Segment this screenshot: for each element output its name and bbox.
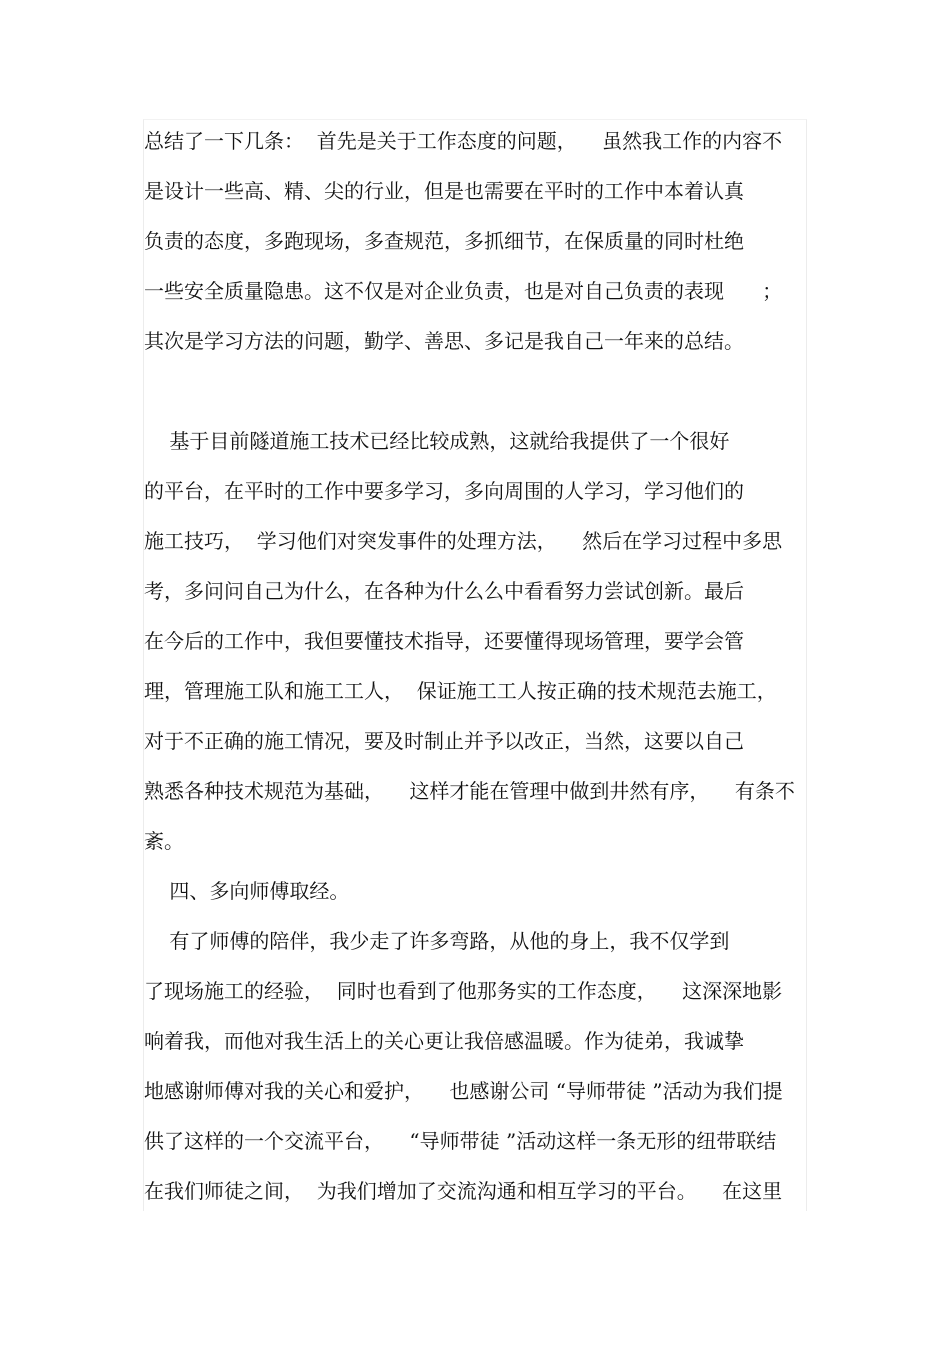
text-line: 基于目前隧道施工技术已经比较成熟，这就给我提供了一个很好 [144,429,730,453]
text-line: 了现场施工的经验， 同时也看到了他那务实的工作态度， 这深深地影 [144,979,783,1003]
text-line: 是设计一些高、精、尖的行业，但是也需要在平时的工作中本着认真 [144,179,744,203]
text-line: 在我们师徒之间， 为我们增加了交流沟通和相互学习的平台。 在这里 [144,1179,783,1203]
text-line: 一些安全质量隐患。这不仅是对企业负责，也是对自己负责的表现 ； [144,279,783,303]
text-line: 地感谢师傅对我的关心和爱护， 也感谢公司 “导师带徒 ”活动为我们提 [144,1079,783,1103]
text-line: 考，多问问自己为什么，在各种为什么么中看看努力尝试创新。最后 [144,579,744,603]
text-line: 理，管理施工队和施工工人， 保证施工工人按正确的技术规范去施工， [144,679,777,703]
text-line: 对于不正确的施工情况，要及时制止并予以改正，当然，这要以自己 [144,729,744,753]
text-line: 其次是学习方法的问题，勤学、善思、多记是我自己一年来的总结。 [144,329,744,353]
text-line: 熟悉各种技术规范为基础， 这样才能在管理中做到井然有序， 有条不 [144,779,795,803]
text-line: 负责的态度，多跑现场，多查规范，多抓细节，在保质量的同时杜绝 [144,229,744,253]
text-line: 在今后的工作中，我但要懂技术指导，还要懂得现场管理，要学会管 [144,629,744,653]
text-line: 的平台，在平时的工作中要多学习，多向周围的人学习，学习他们的 [144,479,744,503]
text-line: 有了师傅的陪伴，我少走了许多弯路，从他的身上，我不仅学到 [144,929,730,953]
text-line: 供了这样的一个交流平台， “导师带徒 ”活动这样一条无形的纽带联结 [144,1129,777,1153]
text-line: 施工技巧， 学习他们对突发事件的处理方法， 然后在学习过程中多思 [144,529,783,553]
text-line: 总结了一下几条： 首先是关于工作态度的问题， 虽然我工作的内容不 [144,129,783,153]
section-heading: 四、多向师傅取经。 [144,879,350,903]
text-line: 响着我，而他对我生活上的关心更让我倍感温暖。作为徒弟，我诚挚 [144,1029,744,1053]
text-line: 紊。 [144,829,184,853]
